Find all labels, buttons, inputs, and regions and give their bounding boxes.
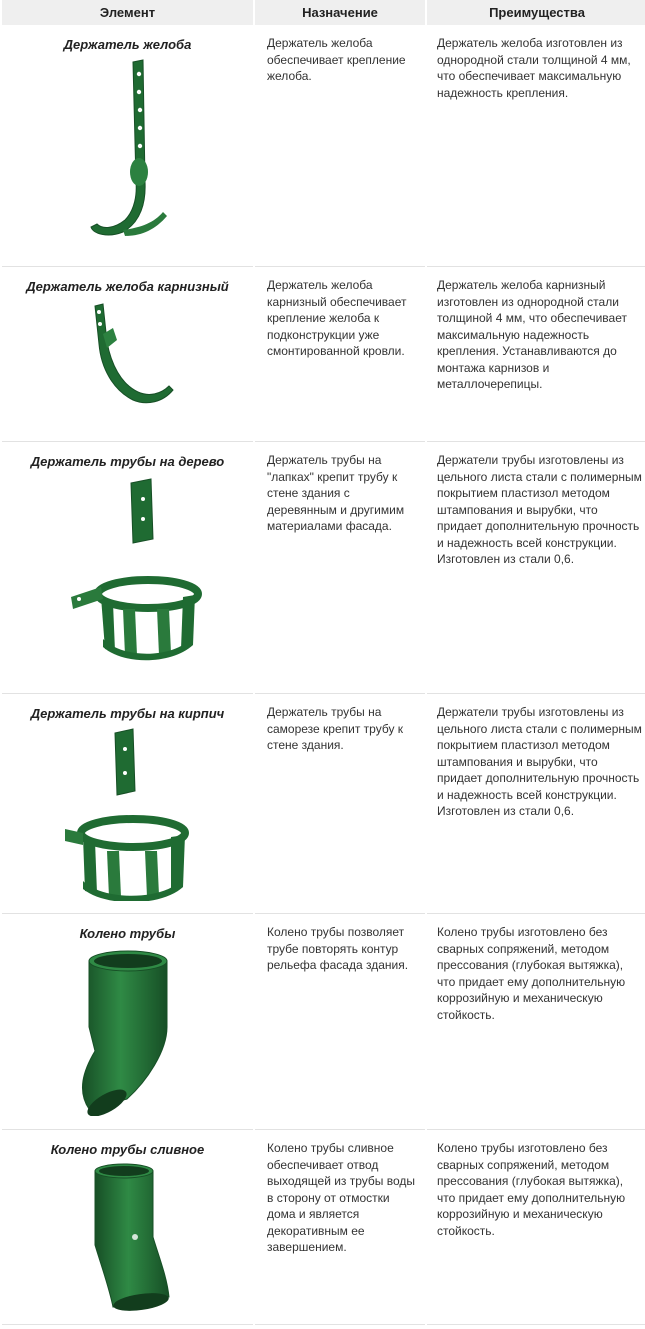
table-header-row — [2, 0, 645, 25]
table-row — [2, 1130, 645, 1325]
element-cell — [2, 1130, 253, 1325]
advantages-text: Держатели трубы изготовлены из цельного листа стали с полимерным покрытием пластизол методом штампования и вырубки, что придает дополнительную прочность и надежность всей конструкции. Изготовлен из стали 0,6. — [437, 705, 642, 818]
purpose-cell — [255, 914, 425, 1130]
purpose-cell — [255, 267, 425, 442]
pipe-clamp-wood-image — [53, 469, 203, 669]
purpose-text: Колено трубы сливное обеспечивает отвод выходящей из трубы воды в сторону от отмостки дома и является декоративным ее завершением. — [267, 1141, 416, 1254]
purpose-cell — [255, 25, 425, 267]
element-cell — [2, 25, 253, 267]
table-row — [2, 267, 645, 442]
element-cell — [2, 442, 253, 694]
element-cell — [2, 914, 253, 1130]
advantages-cell — [427, 694, 645, 914]
element-title: Держатель желоба карнизный — [26, 279, 229, 294]
purpose-cell — [255, 694, 425, 914]
table-row — [2, 442, 645, 694]
header-element: Элемент — [2, 0, 253, 25]
table-row — [2, 914, 645, 1130]
table-row — [2, 694, 645, 914]
advantages-cell — [427, 442, 645, 694]
element-title: Держатель трубы на дерево — [30, 454, 225, 469]
advantages-cell — [427, 1130, 645, 1325]
advantages-text: Держатель желоба изготовлен из однородной стали толщиной 4 мм, что обеспечивает максимальную надежность крепления. — [437, 36, 631, 100]
advantages-text: Колено трубы изготовлено без сварных сопряжений, методом прессования (глубокая вытяжка), что придает ему дополнительную коррозийную и механическую стойкость. — [437, 925, 626, 1022]
element-title: Держатель трубы на кирпич — [30, 706, 225, 721]
purpose-text: Держатель трубы на "лапках" крепит трубу к стене здания с деревянным и другимим материалами фасада. — [267, 453, 405, 533]
advantages-cell — [427, 914, 645, 1130]
advantages-text: Колено трубы изготовлено без сварных сопряжений, методом прессования (глубокая вытяжка), что придает ему дополнительную коррозийную и механическую стойкость. — [437, 1141, 626, 1238]
purpose-text: Держатель желоба карнизный обеспечивает крепление желоба к подконструкции уже смонтированной кровли. — [267, 278, 407, 358]
element-cell — [2, 267, 253, 442]
purpose-text: Держатель желоба обеспечивает крепление желоба. — [267, 36, 406, 83]
advantages-cell — [427, 267, 645, 442]
pipe-outlet-elbow-image — [73, 1157, 183, 1315]
purpose-cell — [255, 442, 425, 694]
purpose-text: Держатель трубы на саморезе крепит трубу к стене здания. — [267, 705, 404, 752]
element-title: Колено трубы сливное — [50, 1142, 205, 1157]
purpose-cell — [255, 1130, 425, 1325]
advantages-text: Держатель желоба карнизный изготовлен из однородной стали толщиной 4 мм, что обеспечивает максимальную надежность крепления. Устанавливаются до монтажа карнизов и металлочерепицы. — [437, 278, 627, 391]
advantages-cell — [427, 25, 645, 267]
advantages-text: Держатели трубы изготовлены из цельного листа стали с полимерным покрытием пластизол методом штампования и вырубки, что придает дополнительную прочность и надежность всей конструкции. Изготовлен из стали 0,6. — [437, 453, 642, 566]
pipe-elbow-image — [63, 941, 193, 1116]
table-row — [2, 25, 645, 267]
element-title: Держатель желоба — [63, 37, 192, 52]
element-cell — [2, 694, 253, 914]
element-title: Колено трубы — [79, 926, 176, 941]
gutter-bracket-long-image — [83, 52, 173, 242]
purpose-text: Колено трубы позволяет трубе повторять контур рельефа фасада здания. — [267, 925, 409, 972]
header-purpose: Назначение — [255, 0, 425, 25]
pipe-clamp-brick-image — [53, 721, 203, 901]
header-advantages: Преимущества — [427, 0, 645, 25]
gutter-bracket-eaves-image — [73, 294, 183, 419]
